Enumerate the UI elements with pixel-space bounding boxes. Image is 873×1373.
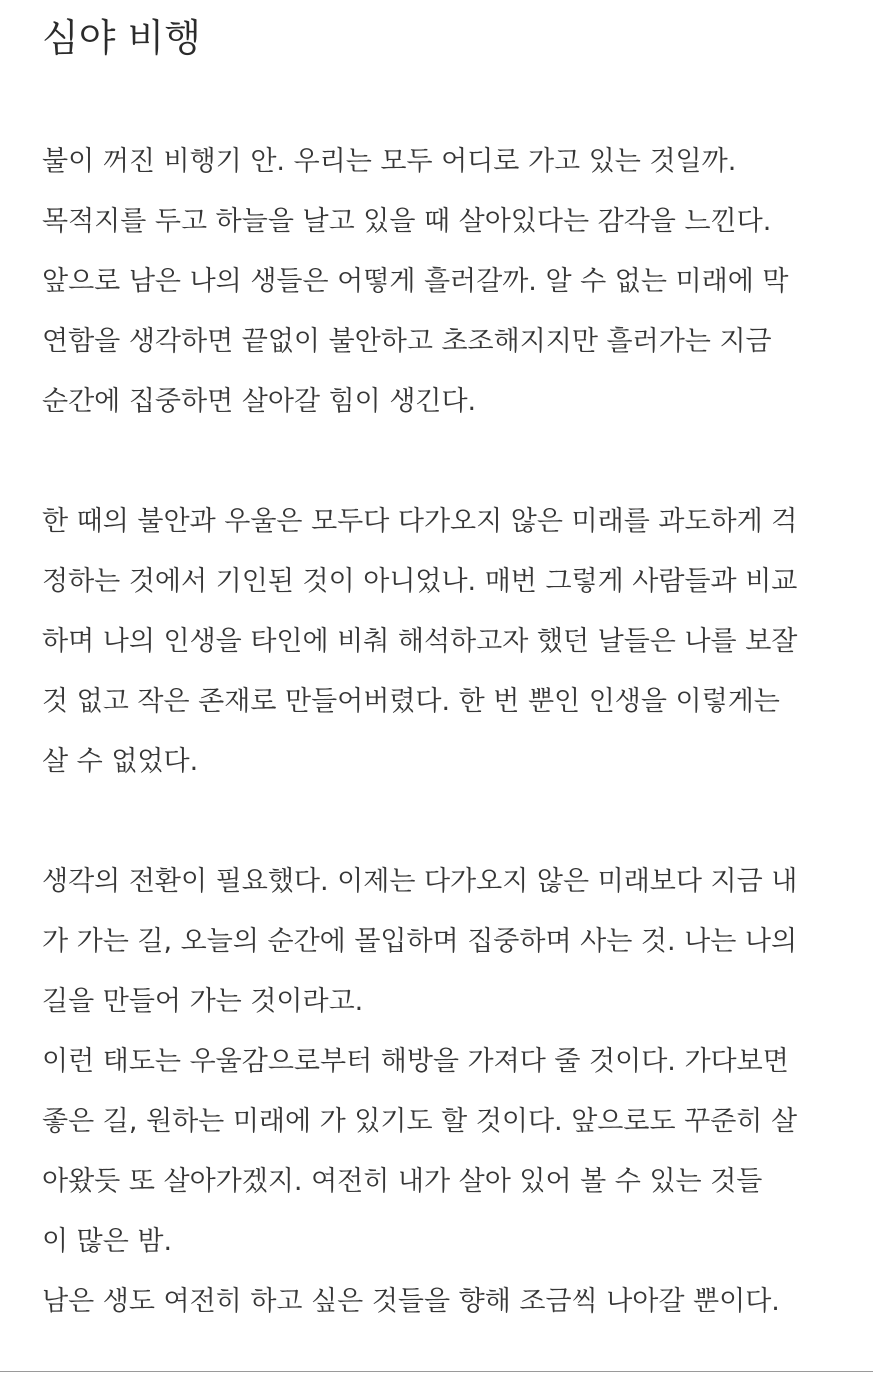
paragraph-line: 길을 만들어 가는 것이라고.	[42, 986, 364, 1017]
paragraph-line: 살 수 없었다.	[42, 746, 199, 777]
paragraph-line: 하며 나의 인생을 타인에 비춰 해석하고자 했던 날들은 나를 보잘	[42, 626, 798, 657]
paragraph-line: 불이 꺼진 비행기 안. 우리는 모두 어디로 가고 있는 것일까.	[42, 146, 737, 177]
paragraph-line: 좋은 길, 원하는 미래에 가 있기도 할 것이다. 앞으로도 꾸준히 살	[42, 1106, 798, 1137]
paragraph-line: 연함을 생각하면 끝없이 불안하고 초조해지지만 흘러가는 지금	[42, 326, 772, 357]
paragraph-line: 남은 생도 여전히 하고 싶은 것들을 향해 조금씩 나아갈 뿐이다.	[42, 1286, 780, 1317]
paragraph-line: 것 없고 작은 존재로 만들어버렸다. 한 번 뿐인 인생을 이렇게는	[42, 686, 780, 717]
paragraph-line: 순간에 집중하면 살아갈 힘이 생긴다.	[42, 386, 477, 417]
paragraph-line: 가 가는 길, 오늘의 순간에 몰입하며 집중하며 사는 것. 나는 나의	[42, 926, 798, 957]
paragraph-line: 한 때의 불안과 우울은 모두다 다가오지 않은 미래를 과도하게 걱	[42, 506, 798, 537]
paragraph-line: 정하는 것에서 기인된 것이 아니었나. 매번 그렇게 사람들과 비교	[42, 566, 798, 597]
paragraph-line: 목적지를 두고 하늘을 날고 있을 때 살아있다는 감각을 느낀다.	[42, 206, 772, 237]
paragraph-line: 이 많은 밤.	[42, 1226, 173, 1257]
paragraph-line: 아왔듯 또 살아가겠지. 여전히 내가 살아 있어 볼 수 있는 것들	[42, 1166, 763, 1197]
paragraph-line: 앞으로 남은 나의 생들은 어떻게 흘러갈까. 알 수 없는 미래에 막	[42, 266, 789, 297]
paragraph-line: 생각의 전환이 필요했다. 이제는 다가오지 않은 미래보다 지금 내	[42, 866, 798, 897]
paragraph-line: 이런 태도는 우울감으로부터 해방을 가져다 줄 것이다. 가다보면	[42, 1046, 789, 1077]
document-title: 심야 비행	[42, 16, 201, 60]
bottom-divider	[0, 1371, 873, 1372]
